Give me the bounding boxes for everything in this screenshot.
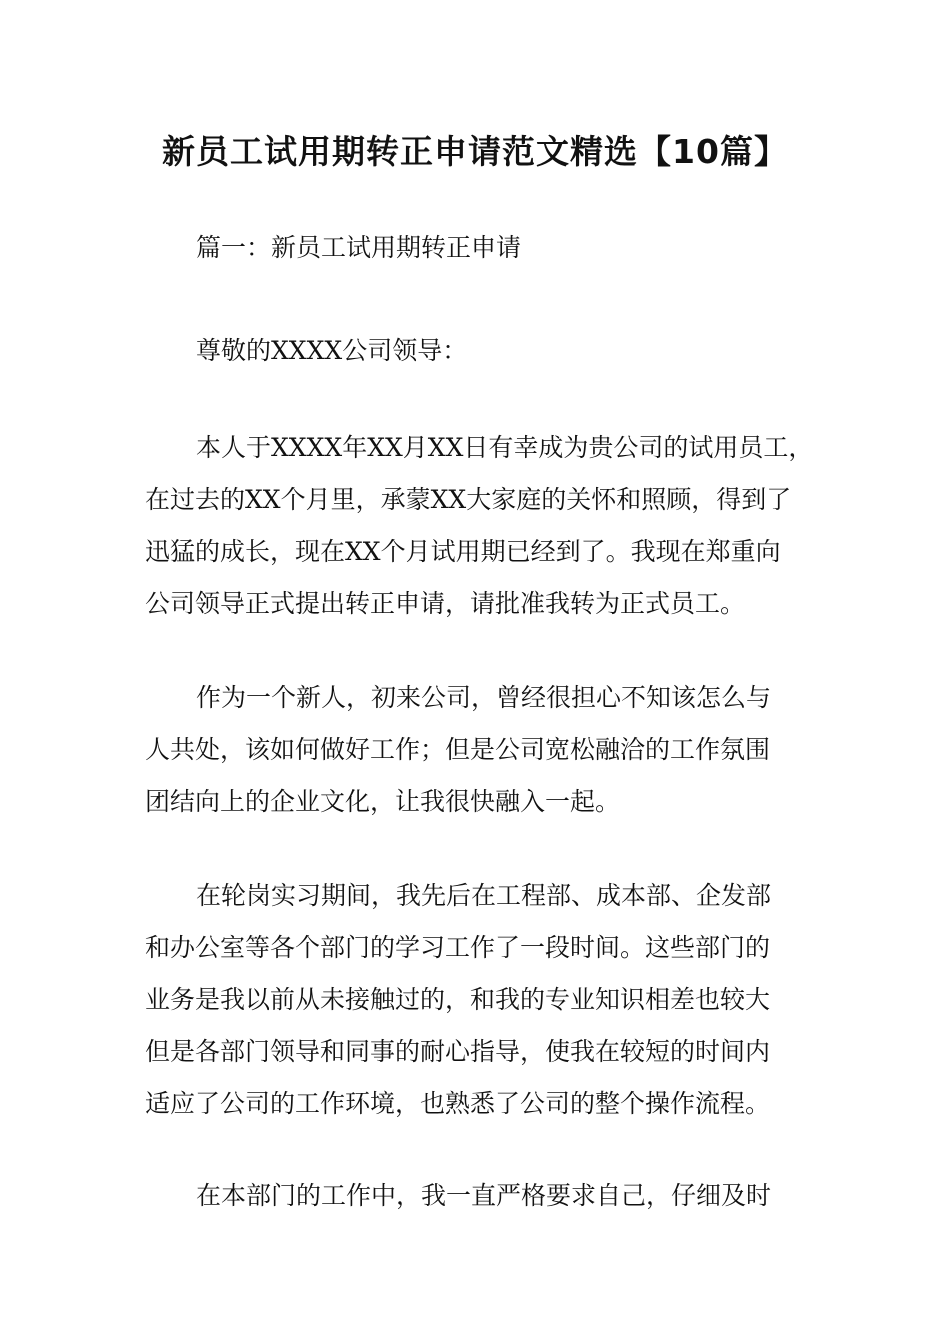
- paragraph-line: 作为一个新人，初来公司，曾经很担心不知该怎么与: [196, 683, 772, 712]
- paragraph-line: 在本部门的工作中，我一直严格要求自己，仔细及时: [196, 1181, 772, 1210]
- paragraph-line: 在轮岗实习期间，我先后在工程部、成本部、企发部: [196, 881, 772, 910]
- paragraph-line: 但是各部门领导和同事的耐心指导，使我在较短的时间内: [145, 1037, 771, 1066]
- document-title: 新员工试用期转正申请范文精选【10篇】: [162, 132, 788, 171]
- section-heading: 篇一：新员工试用期转正申请: [196, 233, 522, 262]
- paragraph-line: 团结向上的企业文化，让我很快融入一起。: [145, 787, 621, 816]
- paragraph-line: 在过去的XX个月里，承蒙XX大家庭的关怀和照顾，得到了: [145, 485, 792, 514]
- salutation: 尊敬的XXXX公司领导：: [196, 336, 468, 365]
- paragraph-line: 适应了公司的工作环境，也熟悉了公司的整个操作流程。: [145, 1089, 771, 1118]
- paragraph-line: 公司领导正式提出转正申请，请批准我转为正式员工。: [145, 589, 746, 618]
- paragraph-line: 业务是我以前从未接触过的，和我的专业知识相差也较大: [145, 985, 771, 1014]
- paragraph-line: 迅猛的成长，现在XX个月试用期已经到了。我现在郑重向: [145, 537, 781, 566]
- paragraph-line: 本人于XXXX年XX月XX日有幸成为贵公司的试用员工，: [196, 433, 814, 462]
- paragraph-line: 和办公室等各个部门的学习工作了一段时间。这些部门的: [145, 933, 771, 962]
- paragraph-line: 人共处，该如何做好工作；但是公司宽松融洽的工作氛围: [145, 735, 771, 764]
